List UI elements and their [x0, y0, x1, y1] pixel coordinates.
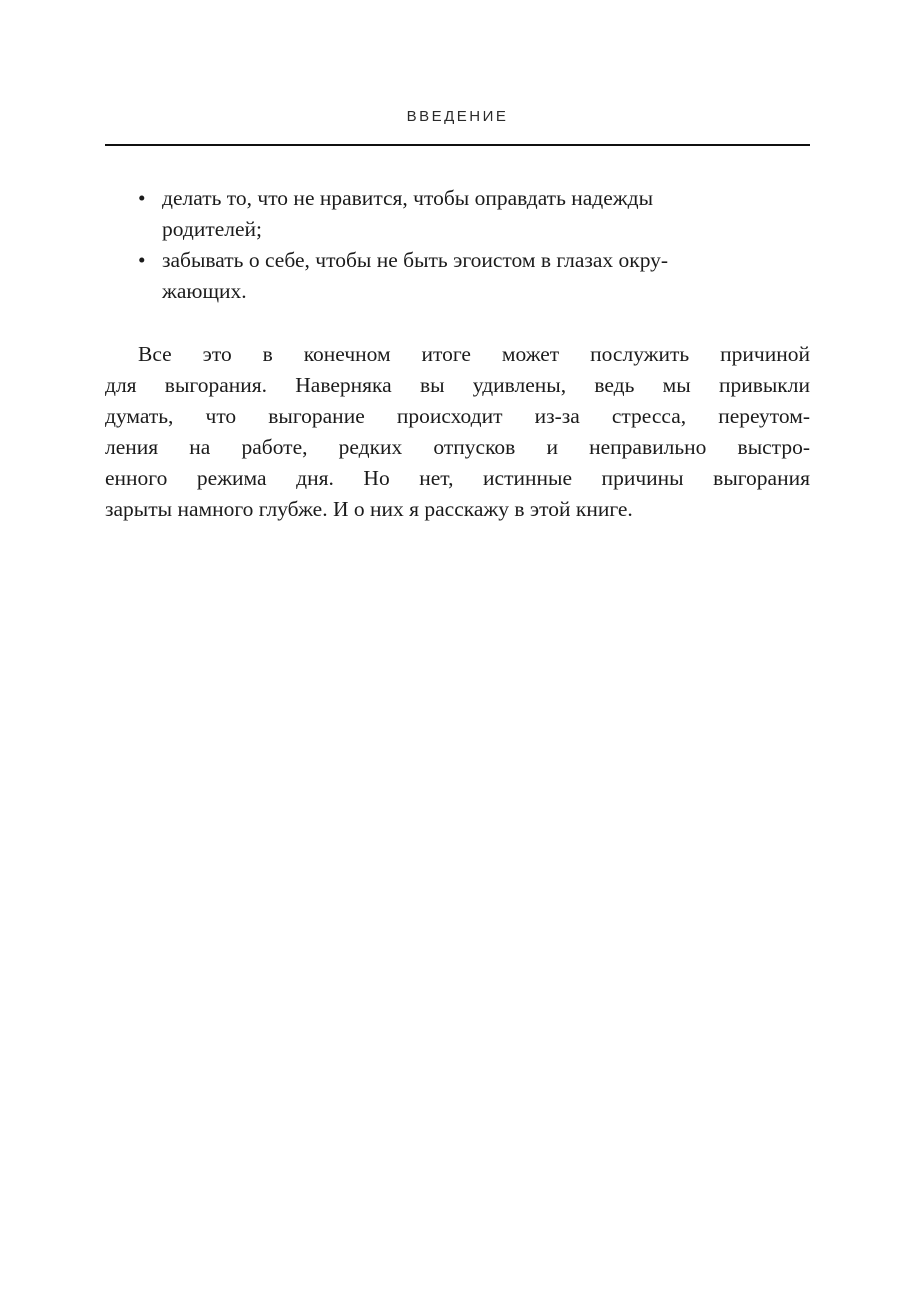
page-content [0, 0, 915, 525]
header-rule [105, 144, 810, 146]
bullet-marker-icon: • [138, 186, 146, 210]
bullet-text: забывать о себе, чтобы не быть эгоистом в глазах окру- жающих. [162, 248, 669, 303]
bullet-item [105, 245, 810, 307]
bullet-marker-icon: • [138, 248, 146, 272]
bullet-list [105, 183, 810, 307]
chapter-header: ВВЕДЕНИЕ [406, 108, 509, 125]
bullet-text: делать то, что не нравится, чтобы оправдать надежды родителей; [162, 186, 654, 241]
body-paragraph: Все это в конечном итоге может послужить причиной для выгорания. Наверняка вы удивлены, ведь мы привыкли думать, что выгорание происходит из-за стресса, переутом- ления на работе, редких отпусков и неправильно выстро- енного режима дня. Но нет, истинные причины выгорания зарыты намного глубже. И о них я расскажу в этой книге. [105, 342, 810, 521]
bullet-item [105, 183, 810, 245]
